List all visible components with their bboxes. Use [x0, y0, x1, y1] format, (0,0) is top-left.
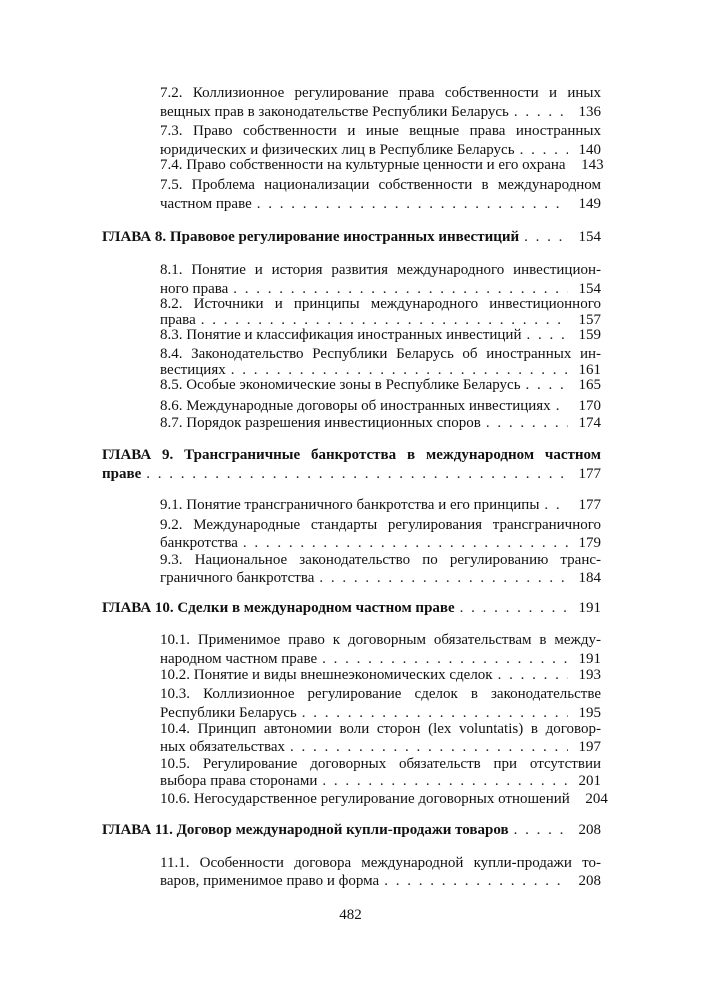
leader-dots: [486, 415, 568, 432]
toc-entry-10-1-line1: 10.1. Применимое право к договорным обязательствам в между-: [160, 632, 601, 648]
chapter-title: ГЛАВА 8. Правовое регулирование иностранных инвестиций: [102, 229, 520, 245]
chapter-title: праве: [102, 466, 142, 482]
toc-entry-text: варов, применимое право и форма: [160, 873, 380, 889]
toc-page-number: 159: [578, 327, 601, 343]
toc-entry-10-5-line1: 10.5. Регулирование договорных обязательств при отсутствии: [160, 756, 601, 772]
toc-entry-10-4-line1: 10.4. Принцип автономии воли сторон (lex voluntatis) в договор-: [160, 721, 601, 737]
toc-page-number: 177: [578, 497, 601, 513]
toc-page-number: 161: [578, 362, 601, 378]
toc-entry-text: ных обязательствах: [160, 739, 286, 755]
toc-entry-8-5[interactable]: [160, 377, 601, 394]
toc-chapter-10[interactable]: [102, 600, 601, 617]
toc-entry-7-3-line1: 7.3. Право собственности и иные вещные права иностранных: [160, 123, 601, 139]
toc-entry-9-2-line1: 9.2. Международные стандарты регулирования трансграничного: [160, 517, 601, 533]
leader-dots: [514, 104, 568, 121]
toc-page-number: 204: [585, 791, 608, 807]
toc-chapter-8[interactable]: [102, 229, 601, 246]
toc-page-number: 195: [578, 705, 601, 721]
page-number: 482: [339, 907, 362, 923]
leader-dots: [524, 229, 568, 246]
toc-entry-10-4[interactable]: [160, 739, 601, 756]
toc-chapter-11[interactable]: [102, 822, 601, 839]
toc-page-number: 140: [578, 142, 601, 158]
toc-entry-8-7[interactable]: [160, 415, 601, 432]
toc-page-number: 165: [578, 377, 601, 393]
toc-entry-9-3[interactable]: [160, 570, 601, 587]
toc-entry-text: 10.6. Негосударственное регулирование договорных отношений: [160, 791, 570, 807]
toc-entry-text: 7.4. Право собственности на культурные ценности и его охрана: [160, 157, 566, 173]
toc-entry-8-1-line1: 8.1. Понятие и история развития международного инвестицион-: [160, 262, 601, 278]
toc-entry-text: 10.2. Понятие и виды внешнеэкономических сделок: [160, 667, 493, 683]
toc-entry-11-1[interactable]: [160, 873, 601, 890]
toc-entry-9-1[interactable]: [160, 497, 601, 514]
toc-chapter-9[interactable]: [102, 466, 601, 483]
toc-page-number: 154: [578, 281, 601, 297]
toc-entry-7-5[interactable]: [160, 196, 601, 213]
toc-entry-10-5[interactable]: [160, 773, 601, 790]
leader-dots: [257, 196, 568, 213]
toc-entry-8-3[interactable]: [160, 327, 601, 344]
leader-dots: [526, 377, 568, 394]
toc-page-number: 149: [578, 196, 601, 212]
toc-chapter-9-line1: ГЛАВА 9. Трансграничные банкротства в международном частном: [102, 447, 601, 463]
toc-page-number: 170: [578, 398, 601, 414]
leader-dots: [319, 570, 568, 587]
chapter-title: ГЛАВА 11. Договор международной купли-продажи товаров: [102, 822, 509, 838]
toc-page-number: 197: [578, 739, 601, 755]
toc-entry-8-4-line1: 8.4. Законодательство Республики Беларусь об иностранных ин-: [160, 346, 601, 362]
toc-page-number: 136: [578, 104, 601, 120]
toc-page-number: 184: [578, 570, 601, 586]
leader-dots: [322, 651, 568, 668]
toc-page-number: 191: [578, 651, 601, 667]
leader-dots: [322, 773, 568, 790]
leader-dots: [146, 466, 568, 483]
toc-entry-text: выбора права сторонами: [160, 773, 318, 789]
toc-page-number: 177: [578, 466, 601, 482]
toc-entry-text: 8.7. Порядок разрешения инвестиционных споров: [160, 415, 481, 431]
toc-entry-10-6[interactable]: [160, 791, 608, 808]
leader-dots: [514, 822, 568, 839]
toc-entry-text: народном частном праве: [160, 651, 318, 667]
toc-entry-8-2-line1: 8.2. Источники и принципы международного инвестиционного: [160, 296, 601, 312]
leader-dots: [290, 739, 568, 756]
toc-entry-9-2[interactable]: [160, 535, 601, 552]
toc-entry-text: 8.3. Понятие и классификация иностранных инвестиций: [160, 327, 522, 343]
leader-dots: [460, 600, 568, 617]
toc-entry-9-3-line1: 9.3. Национальное законодательство по регулированию транс-: [160, 552, 601, 568]
toc-entry-text: 9.1. Понятие трансграничного банкротства и его принципы: [160, 497, 540, 513]
leader-dots: [544, 497, 568, 514]
toc-page-number: 191: [578, 600, 601, 616]
toc-entry-text: граничного банкротства: [160, 570, 315, 586]
leader-dots: [302, 705, 568, 722]
toc-entry-text: вещных прав в законодательстве Республики Беларусь: [160, 104, 509, 120]
leader-dots: [527, 327, 569, 344]
toc-entry-text: 8.5. Особые экономические зоны в Республике Беларусь: [160, 377, 521, 393]
toc-entry-10-2[interactable]: [160, 667, 601, 684]
toc-entry-text: ного права: [160, 281, 229, 297]
leader-dots: [556, 398, 568, 415]
toc-page-number: 174: [578, 415, 601, 431]
leader-dots: [243, 535, 568, 552]
toc-entry-7-2-line1: 7.2. Коллизионное регулирование права собственности и иных: [160, 85, 601, 101]
toc-page-number: 208: [578, 873, 601, 889]
toc-entry-10-3-line1: 10.3. Коллизионное регулирование сделок в законодательстве: [160, 686, 601, 702]
toc-page-number: 154: [578, 229, 601, 245]
toc-entry-text: юридических и физических лиц в Республике Беларусь: [160, 142, 515, 158]
toc-page-number: 208: [578, 822, 601, 838]
toc-page-number: 179: [578, 535, 601, 551]
toc-page-number: 193: [578, 667, 601, 683]
toc-entry-text: вестициях: [160, 362, 226, 378]
leader-dots: [384, 873, 568, 890]
leader-dots: [498, 667, 568, 684]
toc-entry-7-5-line1: 7.5. Проблема национализации собственности в международном: [160, 177, 601, 193]
toc-entry-text: Республики Беларусь: [160, 705, 297, 721]
toc-entry-text: права: [160, 312, 196, 328]
toc-entry-10-1[interactable]: [160, 651, 601, 668]
toc-entry-text: 8.6. Международные договоры об иностранных инвестициях: [160, 398, 551, 414]
toc-entry-7-4[interactable]: [160, 157, 604, 174]
toc-page-number: 157: [578, 312, 601, 328]
toc-entry-7-2[interactable]: [160, 104, 601, 121]
toc-entry-text: частном праве: [160, 196, 252, 212]
toc-entry-10-3[interactable]: [160, 705, 601, 722]
toc-page-number: 143: [581, 157, 604, 173]
toc-entry-8-6[interactable]: [160, 398, 601, 415]
toc-entry-11-1-line1: 11.1. Особенности договора международной купли-продажи то-: [160, 855, 601, 871]
toc-page-number: 201: [578, 773, 601, 789]
chapter-title: ГЛАВА 10. Сделки в международном частном праве: [102, 600, 455, 616]
toc-entry-text: банкротства: [160, 535, 238, 551]
